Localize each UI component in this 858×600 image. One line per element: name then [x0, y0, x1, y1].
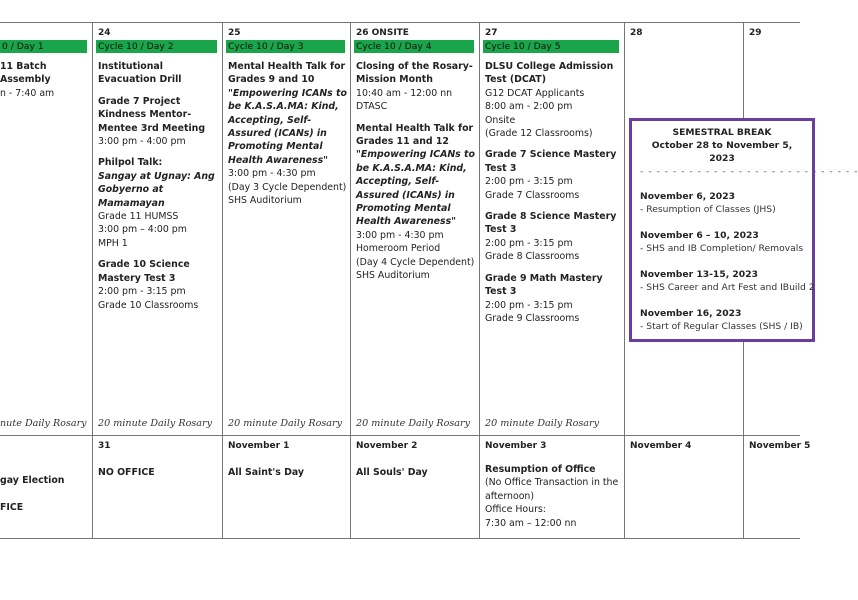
day-cell-23: [0, 23, 92, 435]
event: [485, 148, 624, 202]
event-title: Grade 7 Science Mastery Test 3: [485, 149, 617, 174]
break-item: [640, 229, 804, 255]
break-item-desc: - Resumption of Classes (JHS): [640, 204, 776, 215]
event-title: Resumption of Office: [485, 464, 596, 475]
day-number: 24: [98, 28, 111, 38]
event-detail: Onsite: [485, 114, 516, 126]
event-time: 2:00 pm - 3:15 pm: [485, 176, 573, 188]
event-title: Grade 8 Science Mastery Test 3: [485, 211, 617, 236]
event-list: [356, 60, 479, 283]
event: [228, 60, 350, 207]
event-title: Grade 9 Math Mastery Test 3: [485, 272, 603, 298]
event-detail: FICE: [0, 502, 24, 513]
event-title: Philpol Talk:: [98, 157, 163, 169]
break-item: [640, 190, 804, 216]
event-detail: Homeroom Period: [356, 243, 441, 255]
day-number: 27: [485, 28, 498, 38]
event-venue: Grade 7 Classrooms: [485, 189, 580, 201]
event-venue: MPH 1: [98, 237, 128, 249]
break-item-desc: - SHS Career and Art Fest and IBuild 2: [640, 282, 815, 293]
event: [356, 122, 479, 283]
event-title: Institutional Evacuation Drill: [98, 61, 182, 86]
day-cell-27: [480, 23, 624, 435]
event: [98, 95, 222, 149]
event: [485, 210, 624, 264]
event-venue: Grade 9 Classrooms: [485, 312, 580, 324]
day-cell-24: [93, 23, 222, 435]
event-time: 8:00 am - 2:00 pm: [485, 101, 573, 113]
event-detail: (Day 3 Cycle Dependent): [228, 181, 347, 193]
event-title: Grade 7 Project Kindness Mentor-Mentee 3rd Meeting: [98, 95, 206, 134]
rosary-note: 20 minute Daily Rosary: [228, 418, 343, 429]
rosary-note: 20 minute Daily Rosary: [485, 418, 600, 429]
event-venue: (Grade 12 Classrooms): [485, 128, 593, 140]
event-time: 3:00 pm – 4:00 pm: [98, 224, 187, 236]
event: [0, 60, 92, 100]
day-cell-nov-1: [223, 436, 350, 538]
event: [485, 272, 624, 326]
event: [98, 60, 222, 87]
event-title: gay Election: [0, 475, 65, 486]
event-list: [0, 60, 92, 100]
event-subtitle: "Empowering ICANs to be K.A.S.A.MA: Kind, Accepting, Self-Assured (ICANs) in Promoting Mental Health Awareness": [356, 149, 475, 228]
event-venue: Grade 10 Classrooms: [98, 299, 199, 311]
day-number: November 3: [485, 441, 547, 451]
day-cell-nov-3: [480, 436, 624, 538]
event-time: 3:00 pm - 4:30 pm: [228, 168, 316, 180]
event-title: Closing of the Rosary-Mission Month: [356, 61, 473, 86]
rosary-note: nute Daily Rosary: [0, 418, 87, 429]
semestral-break-box: [629, 118, 858, 342]
day-cell-nov-4: [625, 436, 743, 538]
break-item: [640, 307, 804, 333]
event-title: Mental Health Talk for Grades 11 and 12: [356, 122, 474, 148]
event-title: 11 Batch Assembly: [0, 61, 51, 86]
event-title: All Souls' Day: [356, 467, 428, 478]
cycle-day-bar: Cycle 10 / Day 5: [483, 40, 619, 53]
event-time: 2:00 pm - 3:15 pm: [485, 299, 573, 311]
event: [98, 156, 222, 250]
rosary-note: 20 minute Daily Rosary: [98, 418, 213, 429]
break-item-desc: - SHS and IB Completion/ Removals: [640, 243, 804, 254]
event-venue: DTASC: [356, 101, 388, 113]
event-title: Mental Health Talk for Grades 9 and 10: [228, 61, 346, 86]
event-time: 2:00 pm - 3:15 pm: [98, 286, 186, 298]
event-time: 10:40 am - 12:00 nn: [356, 87, 453, 99]
cycle-day-bar: 0 / Day 1: [0, 40, 87, 53]
event-time: 3:00 pm - 4:30 pm: [356, 229, 444, 241]
event: [356, 60, 479, 114]
break-item: [640, 268, 815, 294]
event-time: 3:00 pm - 4:00 pm: [98, 136, 186, 148]
day-cell-26: [351, 23, 479, 435]
event-venue: Grade 8 Classrooms: [485, 251, 580, 263]
day-number: 31: [98, 441, 111, 451]
day-cell-25: [223, 23, 350, 435]
day-cell-nov-5: [744, 436, 811, 538]
event-title: NO OFFICE: [98, 467, 155, 478]
day-number: 29: [749, 28, 762, 38]
event: [485, 60, 624, 140]
day-number: November 5: [749, 441, 811, 451]
day-number: 28: [630, 28, 643, 38]
day-number: 25: [228, 28, 241, 38]
event-subtitle: Sangay at Ugnay: Ang Gobyerno at Mamamayan: [98, 170, 215, 209]
break-title: SEMESTRAL BREAK: [672, 127, 772, 138]
day-number: 26 ONSITE: [356, 28, 409, 38]
event-list: [228, 60, 350, 207]
day-cell-31: [93, 436, 222, 538]
break-item-date: November 13-15, 2023: [640, 269, 758, 280]
rosary-note: 20 minute Daily Rosary: [356, 418, 471, 429]
cycle-day-bar: Cycle 10 / Day 4: [354, 40, 474, 53]
day-number: November 2: [356, 441, 418, 451]
break-item-date: November 16, 2023: [640, 308, 742, 319]
day-number: November 4: [630, 441, 692, 451]
event-venue: SHS Auditorium: [228, 195, 302, 207]
event: [98, 258, 222, 312]
break-item-date: November 6 – 10, 2023: [640, 230, 759, 241]
cycle-day-bar: Cycle 10 / Day 3: [226, 40, 345, 53]
event-detail: Grade 11 HUMSS: [98, 211, 179, 223]
break-item-desc: - Start of Regular Classes (SHS / IB): [640, 321, 803, 332]
break-divider: - - - - - - - - - - - - - - - - - - - - - - - - - - -: [640, 166, 858, 177]
event-list: [98, 60, 222, 312]
event-detail: Office Hours:: [485, 504, 546, 516]
event-subtitle: "Empowering ICANs to be K.A.S.A.MA: Kind, Accepting, Self-Assured (ICANs) in Promoting Mental Health Awareness": [228, 87, 347, 166]
event-detail: (No Office Transaction in the: [485, 477, 619, 489]
event-title: DLSU College Admission Test (DCAT): [485, 61, 614, 86]
day-cell-30: [0, 436, 92, 538]
break-range: October 28 to November 5, 2023: [651, 140, 793, 164]
event-detail: G12 DCAT Applicants: [485, 87, 585, 99]
break-item-date: November 6, 2023: [640, 191, 735, 202]
event-title: Grade 10 Science Mastery Test 3: [98, 259, 190, 284]
cycle-day-bar: Cycle 10 / Day 2: [96, 40, 217, 53]
event-detail: afternoon): [485, 490, 535, 502]
grid-line-bottom: [0, 538, 800, 539]
event-time: 7:30 am – 12:00 nn: [485, 517, 577, 529]
event-list: [485, 60, 624, 325]
event-venue: SHS Auditorium: [356, 270, 430, 282]
day-cell-nov-2: [351, 436, 479, 538]
event-time: 2:00 pm - 3:15 pm: [485, 237, 573, 249]
event-time: n - 7:40 am: [0, 87, 55, 99]
event-detail: (Day 4 Cycle Dependent): [356, 256, 475, 268]
day-number: November 1: [228, 441, 290, 451]
event-title: All Saint's Day: [228, 467, 305, 478]
